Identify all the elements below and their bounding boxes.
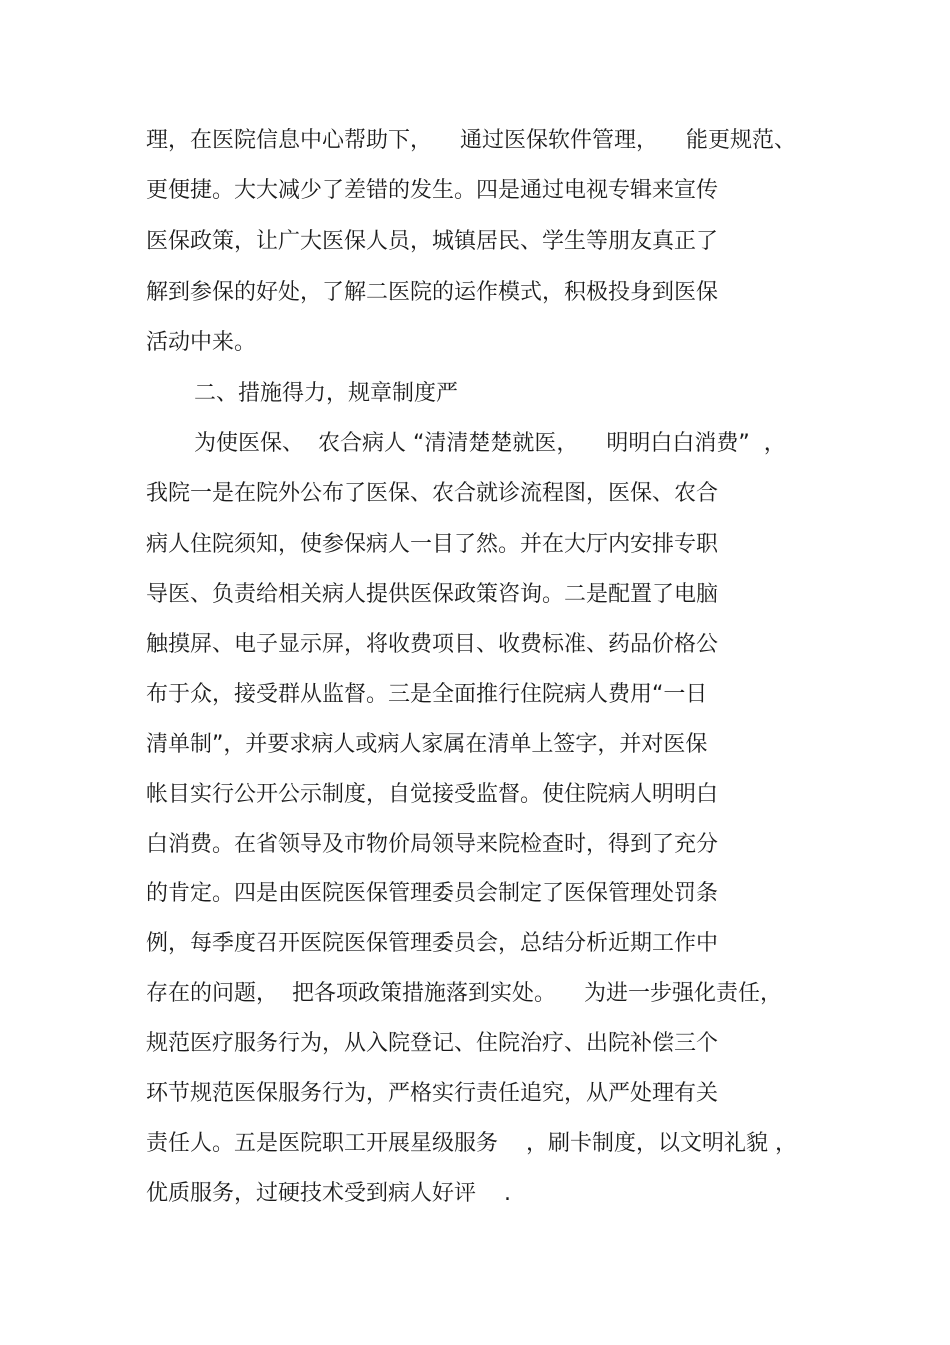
text-line: 导医、负责给相关病人提供医保政策咨询。二是配置了电脑 (146, 582, 719, 607)
text-line: 医保政策，让广大医保人员，城镇居民、学生等朋友真正了 (146, 229, 719, 254)
text-line: 环节规范医保服务行为，严格实行责任追究，从严处理有关 (146, 1081, 719, 1106)
text-line: 活动中来。 (146, 330, 257, 355)
text-line: 白消费。在省领导及市物价局领导来院检查时，得到了充分 (146, 832, 719, 857)
text-line: 病人住院须知，使参保病人一目了然。并在大厅内安排专职 (146, 532, 719, 557)
text-line: 为使医保、 农合病人 “清清楚楚就医， 明明白白消费” ， (194, 431, 786, 456)
text-line: 我院一是在院外公布了医保、农合就诊流程图，医保、农合 (146, 481, 719, 506)
text-line: 理，在医院信息中心帮助下， 通过医保软件管理， 能更规范、 (146, 128, 796, 153)
text-line: 解到参保的好处，了解二医院的运作模式，积极投身到医保 (146, 280, 719, 305)
text-line: 责任人。五是医院职工开展星级服务 ，刷卡制度，以文明礼貌 ， (146, 1131, 797, 1156)
text-line: 帐目实行公开公示制度，自觉接受监督。使住院病人明明白 (146, 782, 719, 807)
section-heading: 二、措施得力，规章制度严 (194, 381, 459, 406)
text-line: 更便捷。大大减少了差错的发生。四是通过电视专辑来宣传 (146, 178, 719, 203)
text-line: 触摸屏、电子显示屏，将收费项目、收费标准、药品价格公 (146, 632, 719, 657)
text-line: 存在的问题， 把各项政策措施落到实处。 为进一步强化责任， (146, 981, 782, 1006)
text-line: 的肯定。四是由医院医保管理委员会制定了医保管理处罚条 (146, 881, 719, 906)
text-line: 规范医疗服务行为，从入院登记、住院治疗、出院补偿三个 (146, 1031, 719, 1056)
text-line: 布于众，接受群从监督。三是全面推行住院病人费用“一日 (146, 682, 708, 707)
text-line: 清单制”，并要求病人或病人家属在清单上签字，并对医保 (146, 732, 708, 757)
text-line: 例，每季度召开医院医保管理委员会，总结分析近期工作中 (146, 931, 719, 956)
text-line: 优质服务，过硬技术受到病人好评 . (146, 1181, 511, 1206)
